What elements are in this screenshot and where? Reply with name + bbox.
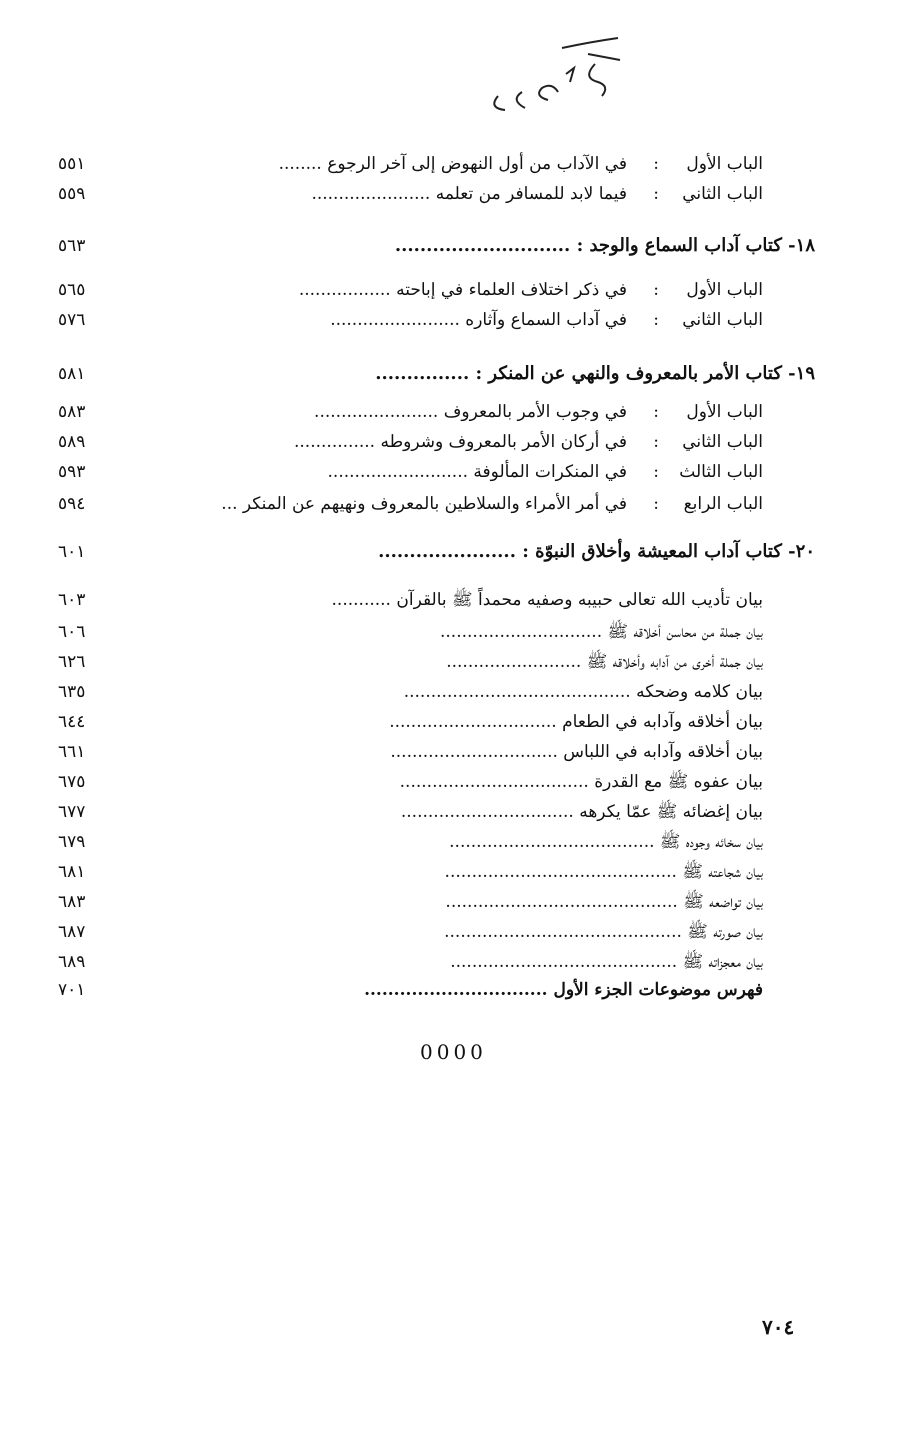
section-title: بيان أخلاقه وآدابه في اللباس ............................... — [390, 742, 763, 762]
page-ref: ٥٦٥ — [58, 280, 86, 300]
page-ref: ٦٨٩ — [58, 952, 86, 972]
colon: : — [653, 280, 659, 300]
section-title: بيان جملة أخرى من آدابه وأخلاقه ﷺ ......................... — [446, 652, 763, 672]
page-ref: ٥٩٣ — [58, 462, 86, 482]
section-title: بيان معجزاته ﷺ .......................................... — [450, 952, 763, 972]
section-separator: 0000 — [420, 1040, 487, 1064]
colon: : — [653, 184, 659, 204]
page-ref: ٧٠١ — [58, 980, 86, 1000]
toc-entry — [0, 768, 897, 796]
toc-entry — [0, 858, 897, 886]
page-ref: ٦٨١ — [58, 862, 86, 882]
section-title: بيان كلامه وضحكه .......................................... — [403, 682, 763, 702]
page-ref: ٥٦٣ — [58, 236, 86, 256]
page-ref: ٥٥١ — [58, 154, 86, 174]
colon: : — [653, 494, 659, 514]
page-ref: ٦٠١ — [58, 542, 86, 562]
toc-entry — [0, 828, 897, 856]
page-ref: ٦٢٦ — [58, 652, 86, 672]
page-ref: ٦٦١ — [58, 742, 86, 762]
toc-entry — [0, 738, 897, 766]
toc-entry — [0, 976, 897, 1004]
chapter-label: الباب الأول — [686, 154, 763, 174]
toc-entry — [0, 678, 897, 706]
page-ref: ٦٧٧ — [58, 802, 86, 822]
handwritten-mark — [470, 30, 640, 120]
chapter-title: في أمر الأمراء والسلاطين بالمعروف ونهيهم عن المنكر ... — [221, 494, 627, 514]
colon: : — [653, 310, 659, 330]
section-title: بيان جملة من محاسن أخلاقه ﷺ .............................. — [440, 622, 763, 642]
toc-entry — [0, 948, 897, 976]
chapter-title: في آداب السماع وآثاره ........................ — [330, 310, 627, 330]
page-ref: ٦٠٦ — [58, 622, 86, 642]
toc-entry — [0, 306, 897, 334]
toc-entry — [0, 232, 897, 260]
section-title: بيان تواضعه ﷺ ........................................... — [445, 892, 763, 912]
toc-entry — [0, 180, 897, 208]
page-ref: ٦٤٤ — [58, 712, 86, 732]
toc-entry — [0, 360, 897, 388]
colon: : — [653, 462, 659, 482]
section-title: بيان سخائه وجوده ﷺ ...................................... — [449, 832, 763, 852]
page-ref: ٥٩٤ — [58, 494, 86, 514]
page-ref: ٦٣٥ — [58, 682, 86, 702]
toc-entry — [0, 490, 897, 518]
page-ref: ٥٨٣ — [58, 402, 86, 422]
chapter-label: الباب الثاني — [682, 184, 763, 204]
toc-entry — [0, 458, 897, 486]
chapter-label: الباب الثالث — [679, 462, 763, 482]
toc-entry — [0, 888, 897, 916]
chapter-title: فيما لابد للمسافر من تعلمه ...................... — [311, 184, 627, 204]
page-ref: ٥٥٩ — [58, 184, 86, 204]
section-title: بيان تأديب الله تعالى حبيبه وصفيه محمداً ﷺ بالقرآن ........... — [331, 590, 763, 610]
page-ref: ٥٨٩ — [58, 432, 86, 452]
toc-entry — [0, 538, 897, 566]
page-ref: ٦٠٣ — [58, 590, 86, 610]
page-ref: ٦٧٥ — [58, 772, 86, 792]
toc-entry — [0, 918, 897, 946]
book-title: ٢٠- كتاب آداب المعيشة وأخلاق النبوّة : ...................... — [378, 541, 815, 562]
toc-entry — [0, 276, 897, 304]
page-ref: ٦٨٧ — [58, 922, 86, 942]
colon: : — [653, 402, 659, 422]
chapter-label: الباب الأول — [686, 280, 763, 300]
section-title: بيان شجاعته ﷺ ........................................... — [444, 862, 763, 882]
toc-entry — [0, 618, 897, 646]
chapter-label: الباب الأول — [686, 402, 763, 422]
toc-entry — [0, 648, 897, 676]
chapter-label: الباب الرابع — [683, 494, 763, 514]
toc-entry — [0, 150, 897, 178]
page-ref: ٦٨٣ — [58, 892, 86, 912]
toc-entry — [0, 798, 897, 826]
page-ref: ٥٨١ — [58, 364, 86, 384]
section-title: بيان إغضائه ﷺ عمّا يكرهه ................................ — [400, 802, 763, 822]
colon: : — [653, 432, 659, 452]
chapter-label: الباب الثاني — [682, 310, 763, 330]
book-title: ١٩- كتاب الأمر بالمعروف والنهي عن المنكر : ............... — [375, 363, 815, 384]
page-number: ٧٠٤ — [762, 1315, 795, 1339]
chapter-label: الباب الثاني — [682, 432, 763, 452]
chapter-title: في المنكرات المألوفة .......................... — [327, 462, 627, 482]
chapter-title: في وجوب الأمر بالمعروف ....................... — [314, 402, 627, 422]
toc-entry — [0, 398, 897, 426]
section-title: بيان صورته ﷺ ............................................ — [444, 922, 763, 942]
page-ref: ٦٧٩ — [58, 832, 86, 852]
book-title: ١٨- كتاب آداب السماع والوجد : ............................ — [394, 235, 815, 256]
section-title: بيان عفوه ﷺ مع القدرة ................................... — [399, 772, 763, 792]
toc-entry — [0, 428, 897, 456]
chapter-title: في الآداب من أول النهوض إلى آخر الرجوع ........ — [278, 154, 627, 174]
colon: : — [653, 154, 659, 174]
index-title: فهرس موضوعات الجزء الأول ............................... — [364, 980, 763, 1000]
page-ref: ٥٧٦ — [58, 310, 86, 330]
section-title: بيان أخلاقه وآدابه في الطعام ............................... — [389, 712, 763, 732]
toc-entry — [0, 708, 897, 736]
toc-entry — [0, 586, 897, 614]
chapter-title: في أركان الأمر بالمعروف وشروطه ............... — [294, 432, 627, 452]
chapter-title: في ذكر اختلاف العلماء في إباحته ................. — [298, 280, 627, 300]
